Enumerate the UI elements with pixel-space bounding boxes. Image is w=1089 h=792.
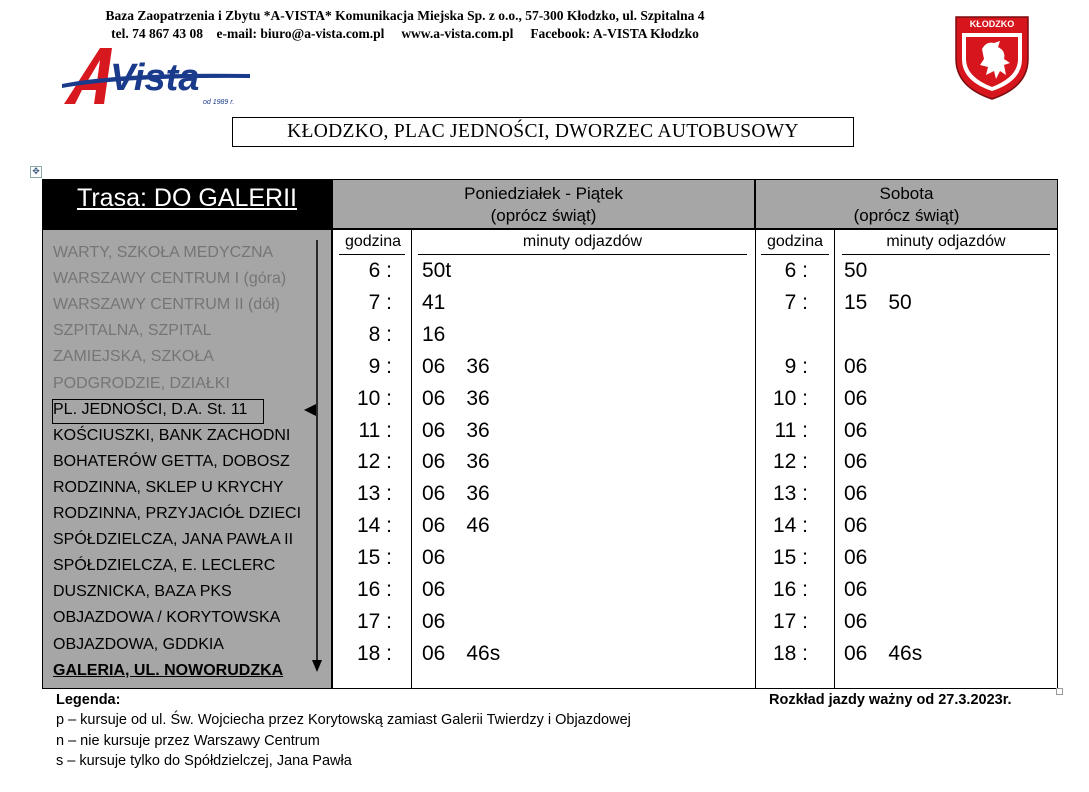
minutes-cell bbox=[422, 355, 511, 379]
minutes-cell bbox=[422, 610, 466, 634]
departure-minute: 06 bbox=[422, 609, 446, 633]
underline bbox=[418, 254, 747, 255]
minutes-cell bbox=[844, 610, 888, 634]
departure-minute: 06 bbox=[422, 546, 446, 570]
departure-minute: 06 bbox=[422, 578, 446, 601]
stop-item: KOŚCIUSZKI, BANK ZACHODNI bbox=[53, 426, 291, 444]
saturday-header bbox=[755, 179, 1058, 229]
legend-title: Legenda: bbox=[56, 692, 121, 708]
hour-cell: 18 : bbox=[356, 641, 392, 665]
hour-cell: 16 : bbox=[772, 578, 808, 601]
minutes-cell bbox=[844, 578, 888, 602]
stop-item: BOHATERÓW GETTA, DOBOSZ bbox=[53, 452, 290, 470]
departure-minute: 06 bbox=[844, 546, 868, 570]
company-address: Baza Zaopatrzenia i Zbytu *A-VISTA* Komunikacja Miejska Sp. z o.o., 57-300 Kłodzko, ul. Szpitalna 4 bbox=[105, 8, 705, 23]
logo-since: od 1989 r. bbox=[203, 99, 235, 106]
departure-minute: 06 bbox=[422, 482, 446, 506]
stop-item: GALERIA, UL. NOWORUDZKA bbox=[53, 661, 284, 679]
departure-minute: 36 bbox=[466, 418, 490, 442]
minutes-cell bbox=[422, 323, 466, 347]
current-stop-highlight bbox=[52, 399, 264, 424]
stop-item: WARSZAWY CENTRUM I (góra) bbox=[53, 270, 287, 288]
hour-cell: 15 : bbox=[772, 546, 808, 570]
company-facebook: Facebook: A-VISTA Kłodzko bbox=[530, 26, 699, 41]
departure-minute: 06 bbox=[422, 386, 446, 410]
legend-item-p: p – kursuje od ul. Św. Wojciecha przez Korytowską zamiast Galerii Twierdzy i Objazdowej bbox=[56, 712, 631, 728]
departure-minute: 36 bbox=[466, 482, 490, 506]
move-icon[interactable]: ✥ bbox=[30, 166, 42, 178]
weekday-hour-header: godzina bbox=[344, 233, 402, 250]
hour-cell: 7 : bbox=[784, 290, 808, 314]
route-label: Trasa: DO GALERII bbox=[77, 184, 297, 212]
departure-minute: 36 bbox=[466, 450, 490, 474]
departure-minute: 50t bbox=[422, 259, 452, 282]
departure-minute: 06 bbox=[422, 450, 446, 474]
weekday-title: Poniedziałek - Piątek bbox=[464, 184, 623, 203]
hour-cell: 13 : bbox=[356, 482, 392, 506]
hour-cell: 9 : bbox=[368, 354, 392, 378]
departure-minute: 46s bbox=[466, 641, 501, 665]
minutes-cell bbox=[844, 642, 943, 666]
route-heading bbox=[42, 179, 332, 229]
resize-handle[interactable] bbox=[1056, 688, 1063, 695]
stop-item: ZAMIEJSKA, SZKOŁA bbox=[53, 348, 214, 366]
departure-minute: 06 bbox=[422, 354, 446, 378]
validity-note: Rozkład jazdy ważny od 27.3.2023r. bbox=[769, 692, 1012, 708]
departure-minute: 06 bbox=[844, 609, 868, 633]
minutes-cell bbox=[422, 546, 466, 570]
minutes-cell bbox=[422, 450, 511, 474]
company-website: www.a-vista.com.pl bbox=[401, 26, 514, 41]
departure-minute: 36 bbox=[466, 386, 490, 410]
stop-item: SPÓŁDZIELCZA, JANA PAWŁA II bbox=[53, 531, 294, 549]
departure-minute: 06 bbox=[844, 641, 868, 665]
departure-minute: 06 bbox=[844, 354, 868, 378]
minutes-cell bbox=[844, 419, 888, 443]
hour-cell: 14 : bbox=[772, 514, 808, 538]
departure-minute: 06 bbox=[844, 514, 868, 538]
minutes-cell bbox=[844, 482, 888, 506]
minutes-cell bbox=[422, 291, 466, 315]
legend-item-s: s – kursuje tylko do Spółdzielczej, Jana Pawła bbox=[56, 753, 352, 769]
minutes-cell bbox=[422, 482, 511, 506]
underline bbox=[842, 254, 1050, 255]
stop-item: OBJAZDOWA, GDDKIA bbox=[53, 635, 224, 653]
hour-cell: 6 : bbox=[368, 259, 392, 282]
company-email: e-mail: biuro@a-vista.com.pl bbox=[216, 26, 385, 41]
hour-cell: 17 : bbox=[356, 609, 392, 633]
minutes-cell bbox=[844, 355, 888, 379]
minutes-cell bbox=[422, 578, 466, 602]
stop-item: SZPITALNA, SZPITAL bbox=[53, 322, 212, 340]
hour-cell: 7 : bbox=[368, 290, 392, 314]
departure-minute: 46 bbox=[466, 514, 490, 538]
hour-cell: 17 : bbox=[772, 609, 808, 633]
hour-cell: 16 : bbox=[356, 578, 392, 601]
stop-item: DUSZNICKA, BAZA PKS bbox=[53, 583, 232, 601]
hour-cell: 12 : bbox=[772, 450, 808, 474]
minutes-cell bbox=[422, 387, 511, 411]
departure-minute: 06 bbox=[422, 641, 446, 665]
a-vista-logo bbox=[60, 44, 260, 114]
departure-minute: 50 bbox=[844, 259, 868, 282]
crest-text: KŁODZKO bbox=[969, 19, 1015, 29]
departure-minute: 50 bbox=[888, 290, 912, 314]
minutes-cell bbox=[844, 450, 888, 474]
minutes-cell bbox=[422, 419, 511, 443]
hour-cell: 15 : bbox=[356, 546, 392, 570]
minutes-cell bbox=[422, 642, 521, 666]
departure-minute: 41 bbox=[422, 290, 446, 314]
hour-cell: 12 : bbox=[356, 450, 392, 474]
departure-minute: 06 bbox=[844, 482, 868, 506]
minutes-cell bbox=[422, 259, 472, 283]
direction-arrow-icon bbox=[300, 236, 330, 676]
hour-cell: 13 : bbox=[772, 482, 808, 506]
departure-minute: 06 bbox=[844, 450, 868, 474]
hour-cell: 18 : bbox=[772, 641, 808, 665]
minutes-cell bbox=[844, 291, 933, 315]
weekday-subtitle: (oprócz świąt) bbox=[490, 206, 597, 225]
departure-minute: 06 bbox=[422, 418, 446, 442]
stop-item: RODZINNA, PRZYJACIÓŁ DZIECI bbox=[53, 505, 302, 522]
departure-minute: 15 bbox=[844, 290, 868, 314]
stop-item: WARTY, SZKOŁA MEDYCZNA bbox=[53, 244, 274, 261]
departure-minute: 06 bbox=[422, 514, 446, 538]
saturday-minutes-header: minuty odjazdów bbox=[886, 233, 1006, 250]
stop-item: SPÓŁDZIELCZA, E. LECLERC bbox=[53, 557, 276, 575]
hour-cell: 11 : bbox=[358, 418, 392, 442]
weekday-minutes-header: minuty odjazdów bbox=[522, 233, 643, 250]
klodzko-crest bbox=[952, 15, 1032, 101]
minutes-cell bbox=[422, 514, 511, 538]
departure-minute: 36 bbox=[466, 354, 490, 378]
stop-item: WARSZAWY CENTRUM II (dół) bbox=[53, 296, 280, 314]
hour-cell: 14 : bbox=[356, 514, 392, 538]
logo-text-vista: Vista bbox=[110, 57, 200, 99]
hour-cell: 9 : bbox=[784, 354, 808, 378]
stop-item: PODGRODZIE, DZIAŁKI bbox=[53, 374, 230, 392]
underline bbox=[761, 254, 829, 255]
minutes-cell bbox=[844, 514, 888, 538]
hour-cell: 10 : bbox=[772, 386, 808, 410]
underline bbox=[339, 254, 405, 255]
column-divider bbox=[834, 229, 835, 689]
minutes-cell bbox=[844, 546, 888, 570]
current-stop: PL. JEDNOŚCI, D.A. St. 11 bbox=[53, 400, 248, 418]
hour-cell: 11 : bbox=[774, 418, 808, 442]
column-divider bbox=[755, 229, 756, 689]
company-phone: tel. 74 867 43 08 bbox=[111, 26, 204, 41]
saturday-title: Sobota bbox=[879, 184, 934, 203]
company-contacts bbox=[0, 26, 810, 42]
departure-minute: 06 bbox=[844, 418, 868, 442]
departure-minute: 16 bbox=[422, 322, 446, 346]
legend-item-n: n – nie kursuje przez Warszawy Centrum bbox=[56, 733, 320, 749]
minutes-cell bbox=[844, 387, 888, 411]
departure-minute: 06 bbox=[844, 578, 868, 601]
hour-cell: 6 : bbox=[784, 259, 808, 282]
saturday-hour-header: godzina bbox=[766, 233, 824, 250]
departure-minute: 46s bbox=[888, 641, 923, 665]
departure-minute: 06 bbox=[844, 386, 868, 410]
column-divider bbox=[411, 229, 412, 689]
hour-cell: 10 : bbox=[356, 386, 392, 410]
saturday-subtitle: (oprócz świąt) bbox=[853, 206, 960, 225]
stop-title: KŁODZKO, PLAC JEDNOŚCI, DWORZEC AUTOBUSOWY bbox=[232, 117, 854, 147]
weekday-header bbox=[332, 179, 755, 229]
minutes-cell bbox=[844, 259, 888, 283]
stop-item: RODZINNA, SKLEP U KRYCHY bbox=[53, 478, 284, 496]
stop-item: OBJAZDOWA / KORYTOWSKA bbox=[53, 609, 281, 627]
hour-cell: 8 : bbox=[368, 322, 392, 346]
